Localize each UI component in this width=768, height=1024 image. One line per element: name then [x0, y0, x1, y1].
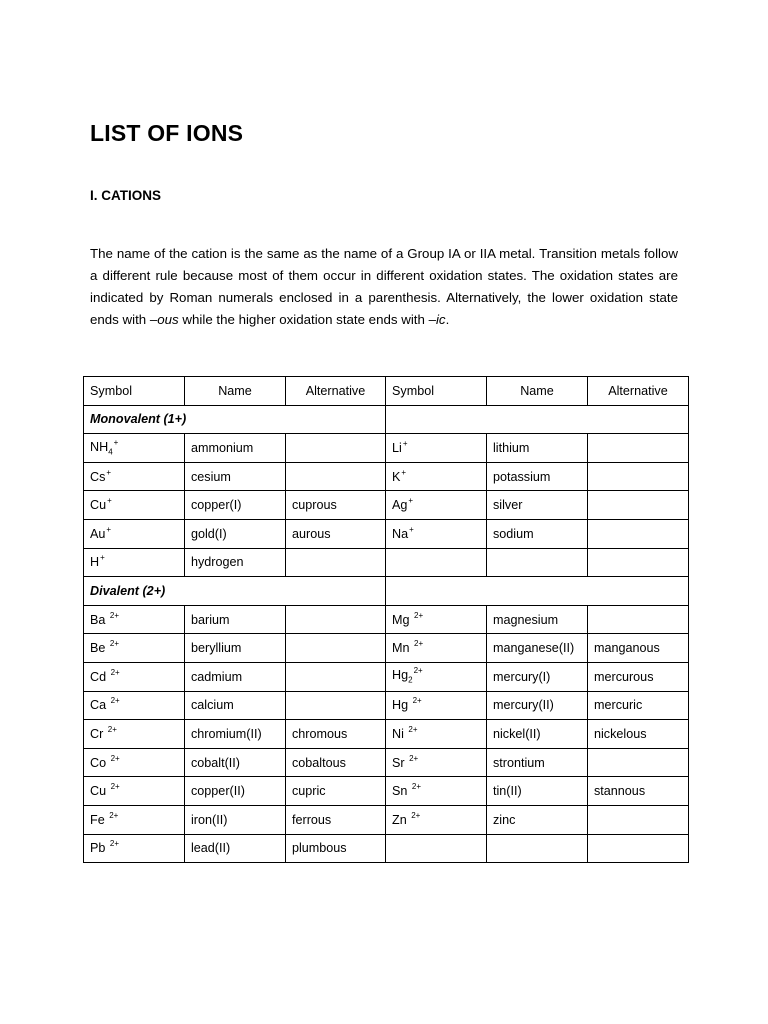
charge-superscript: +: [107, 496, 112, 506]
charge-superscript: +: [402, 438, 408, 448]
table-row: [84, 491, 689, 520]
ion-alternative: cuprous: [286, 491, 386, 520]
charge-superscript: +: [408, 496, 414, 506]
intro-ous: –ous: [149, 312, 179, 327]
charge-superscript: +: [100, 553, 105, 563]
group-empty-cell: [386, 405, 689, 434]
header-symbol-2: Symbol: [386, 377, 487, 406]
charge-superscript: 2+: [408, 724, 418, 734]
ion-name: barium: [185, 605, 286, 634]
ion-symbol: [84, 805, 185, 834]
header-alternative-2: Alternative: [588, 377, 689, 406]
ion-symbol: [386, 662, 487, 691]
symbol-base: Cs: [90, 469, 106, 484]
charge-superscript: 2+: [109, 639, 120, 649]
group-empty-cell: [386, 577, 689, 606]
symbol-base: Pb: [90, 841, 109, 856]
ion-name: gold(I): [185, 519, 286, 548]
symbol-base: Hg: [392, 668, 409, 683]
table-row: [84, 605, 689, 634]
symbol-base: Fe: [90, 812, 109, 827]
ion-name: magnesium: [487, 605, 588, 634]
charge-superscript: 2+: [414, 639, 424, 649]
charge-superscript: +: [106, 467, 112, 477]
ion-name: potassium: [487, 462, 588, 491]
ion-name: copper(I): [185, 491, 286, 520]
ions-table: [83, 376, 689, 863]
symbol-base: Mg: [392, 612, 413, 627]
charge-superscript: 2+: [109, 839, 120, 849]
ion-name: lead(II): [185, 834, 286, 863]
table-row: [84, 748, 689, 777]
symbol-base: Sr: [392, 755, 409, 770]
table-row: [84, 834, 689, 863]
table-row: [84, 777, 689, 806]
ion-alternative: [588, 748, 689, 777]
symbol-base: Ag: [392, 498, 408, 513]
charge-superscript: 2+: [411, 810, 421, 820]
ion-alternative: [588, 548, 689, 577]
group-row: [84, 577, 689, 606]
symbol-base: Na: [392, 526, 409, 541]
charge-superscript: 2+: [411, 782, 422, 792]
ion-name: cesium: [185, 462, 286, 491]
ion-name: nickel(II): [487, 720, 588, 749]
charge-superscript: 2+: [109, 610, 120, 620]
symbol-base: Be: [90, 641, 109, 656]
ion-symbol: [386, 805, 487, 834]
intro-text-2: while the higher oxidation state ends with: [178, 312, 429, 327]
charge-superscript: 2+: [413, 666, 423, 676]
table-row: [84, 462, 689, 491]
symbol-base: Co: [90, 755, 110, 770]
ion-name: copper(II): [185, 777, 286, 806]
group-label: Divalent (2+): [84, 577, 386, 606]
ion-alternative: [588, 605, 689, 634]
intro-text-1: The name of the cation is the same as the name of a Group IA or IIA metal. Transition metals follow a different rule because most of them occur in different oxidation states. The oxidation states are indicated by Roman numerals enclosed in a parenthesis. Alternatively, the lower oxidation state ends with: [90, 246, 678, 327]
page-title: LIST OF IONS: [90, 120, 244, 146]
intro-ic: –ic: [428, 312, 446, 327]
ion-alternative: [286, 434, 386, 463]
ion-name: beryllium: [185, 634, 286, 663]
group-row: [84, 405, 689, 434]
ion-name: silver: [487, 491, 588, 520]
ion-symbol: [386, 748, 487, 777]
ion-symbol: [386, 720, 487, 749]
symbol-base: Ca: [90, 698, 110, 713]
charge-superscript: 2+: [412, 696, 422, 706]
symbol-subscript: 2: [408, 675, 413, 685]
ion-name: tin(II): [487, 777, 588, 806]
table-row: [84, 634, 689, 663]
ion-symbol: [386, 834, 487, 863]
ion-name: [487, 834, 588, 863]
ion-name: ammonium: [185, 434, 286, 463]
ion-symbol: [386, 434, 487, 463]
charge-superscript: 2+: [414, 610, 424, 620]
charge-superscript: +: [409, 524, 414, 534]
ion-alternative: nickelous: [588, 720, 689, 749]
charge-superscript: +: [401, 467, 407, 477]
table-row: [84, 691, 689, 720]
ion-name: lithium: [487, 434, 588, 463]
symbol-base: Mn: [392, 641, 413, 656]
symbol-base: Ni: [392, 726, 408, 741]
symbol-base: Cr: [90, 726, 107, 741]
ion-alternative: mercurous: [588, 662, 689, 691]
symbol-base: Li: [392, 440, 402, 455]
symbol-base: Cu: [90, 784, 110, 799]
ion-symbol: [386, 519, 487, 548]
ion-name: mercury(I): [487, 662, 588, 691]
intro-paragraph: [90, 243, 678, 331]
table-row: [84, 720, 689, 749]
ion-name: iron(II): [185, 805, 286, 834]
ion-name: cobalt(II): [185, 748, 286, 777]
table-row: [84, 805, 689, 834]
header-alternative: Alternative: [286, 377, 386, 406]
charge-superscript: +: [106, 524, 112, 534]
ion-alternative: [588, 434, 689, 463]
table-header-row: [84, 377, 689, 406]
ion-alternative: cobaltous: [286, 748, 386, 777]
table-row: [84, 548, 689, 577]
symbol-base: Cd: [90, 669, 110, 684]
ion-symbol: [84, 634, 185, 663]
table-row: [84, 519, 689, 548]
ion-symbol: [386, 691, 487, 720]
ion-symbol: [84, 777, 185, 806]
ion-name: chromium(II): [185, 720, 286, 749]
symbol-base: Au: [90, 526, 106, 541]
symbol-base: Ba: [90, 612, 109, 627]
ion-alternative: [286, 662, 386, 691]
ion-name: hydrogen: [185, 548, 286, 577]
intro-text-3: .: [445, 312, 450, 327]
ion-symbol: [386, 462, 487, 491]
charge-superscript: 2+: [110, 782, 120, 792]
header-name-2: Name: [487, 377, 588, 406]
charge-superscript: +: [113, 437, 119, 447]
ion-alternative: [588, 805, 689, 834]
charge-superscript: 2+: [110, 696, 120, 706]
ion-symbol: [84, 662, 185, 691]
ion-alternative: [588, 519, 689, 548]
symbol-base: H: [90, 555, 100, 570]
ion-name: sodium: [487, 519, 588, 548]
ion-symbol: [84, 519, 185, 548]
ion-alternative: ferrous: [286, 805, 386, 834]
ion-symbol: [386, 548, 487, 577]
ion-symbol: [84, 491, 185, 520]
ion-alternative: manganous: [588, 634, 689, 663]
ion-symbol: [386, 634, 487, 663]
symbol-subscript: 4: [108, 447, 113, 457]
table-row: [84, 434, 689, 463]
charge-superscript: 2+: [110, 753, 120, 763]
ion-alternative: plumbous: [286, 834, 386, 863]
symbol-base: Zn: [392, 812, 411, 827]
charge-superscript: 2+: [409, 753, 419, 763]
ion-symbol: [84, 462, 185, 491]
ion-symbol: [84, 605, 185, 634]
ion-symbol: [386, 777, 487, 806]
ion-symbol: [386, 491, 487, 520]
symbol-base: Sn: [392, 784, 411, 799]
symbol-base: NH: [90, 439, 109, 454]
header-name: Name: [185, 377, 286, 406]
ions-table-body: [84, 377, 689, 863]
ion-alternative: mercuric: [588, 691, 689, 720]
ion-symbol: [84, 548, 185, 577]
ion-symbol: [84, 720, 185, 749]
ion-alternative: stannous: [588, 777, 689, 806]
ion-name: manganese(II): [487, 634, 588, 663]
ion-symbol: [386, 605, 487, 634]
ion-name: mercury(II): [487, 691, 588, 720]
ion-name: zinc: [487, 805, 588, 834]
ion-alternative: [286, 462, 386, 491]
ion-alternative: chromous: [286, 720, 386, 749]
section-heading: I. CATIONS: [90, 188, 162, 203]
ion-alternative: [588, 462, 689, 491]
ion-symbol: [84, 834, 185, 863]
ion-name: cadmium: [185, 662, 286, 691]
ion-name: [487, 548, 588, 577]
charge-superscript: 2+: [107, 724, 117, 734]
symbol-base: Cu: [90, 498, 107, 513]
header-symbol: Symbol: [84, 377, 185, 406]
charge-superscript: 2+: [110, 667, 120, 677]
ion-alternative: aurous: [286, 519, 386, 548]
ion-alternative: [286, 691, 386, 720]
table-row: [84, 662, 689, 691]
symbol-base: Hg: [392, 698, 412, 713]
ion-alternative: [588, 491, 689, 520]
ion-alternative: [286, 548, 386, 577]
ion-symbol: [84, 691, 185, 720]
ion-alternative: [588, 834, 689, 863]
charge-superscript: 2+: [109, 810, 119, 820]
group-label: Monovalent (1+): [84, 405, 386, 434]
ion-symbol: [84, 434, 185, 463]
ion-alternative: cupric: [286, 777, 386, 806]
ion-name: strontium: [487, 748, 588, 777]
ion-name: calcium: [185, 691, 286, 720]
symbol-base: K: [392, 469, 401, 484]
ion-alternative: [286, 634, 386, 663]
ion-symbol: [84, 748, 185, 777]
ion-alternative: [286, 605, 386, 634]
